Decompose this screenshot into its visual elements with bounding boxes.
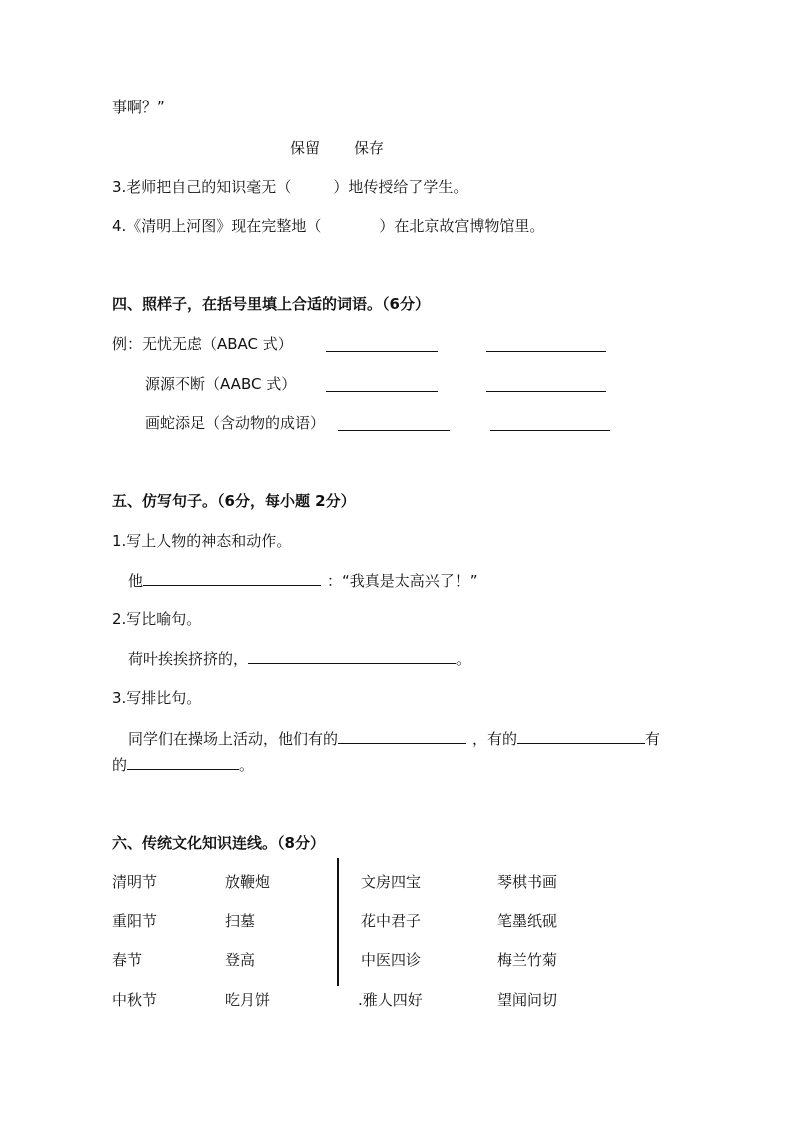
q3-item-4-after: ）在北京故宫博物馆里。 <box>379 217 545 235</box>
sentence-start: 荷叶挨挨挤挤的， <box>128 650 249 668</box>
q3-item-4-before: 4.《清明上河图》现在完整地（ <box>112 217 322 235</box>
q3-item-3-after: ）地传授给了学生。 <box>333 178 469 196</box>
culture-term-item[interactable]: 花中君子 <box>361 912 422 930</box>
sentence-end: ：“我真是太高兴了！” <box>327 572 478 590</box>
answer-line[interactable] <box>338 414 450 431</box>
answer-line[interactable] <box>326 335 438 352</box>
section5-q3-sentence-line1 <box>128 728 660 749</box>
answer-line[interactable] <box>517 728 645 744</box>
word-option-1: 保留 <box>290 139 321 157</box>
section5-q1-label: 1.写上人物的神态和动作。 <box>112 532 292 550</box>
section5-title: 五、仿写句子。（6分，每小题 2分） <box>112 492 356 510</box>
section5-q2-sentence <box>128 648 471 669</box>
q3-tail-line: 事啊？” <box>112 98 165 116</box>
q3-item-3-before: 3.老师把自己的知识毫无（ <box>112 178 292 196</box>
festival-item[interactable]: 清明节 <box>112 873 158 891</box>
answer-line[interactable] <box>486 375 606 392</box>
section4-title: 四、照样子，在括号里填上合适的词语。（6分） <box>112 295 430 313</box>
answer-line[interactable] <box>248 648 456 664</box>
answer-line[interactable] <box>143 570 321 586</box>
sentence-start: 他 <box>128 572 144 590</box>
culture-term-item[interactable]: .雅人四好 <box>358 991 423 1009</box>
festival-item[interactable]: 中秋节 <box>112 991 158 1009</box>
culture-content-item[interactable]: 梅兰竹菊 <box>497 951 558 969</box>
section6-title: 六、传统文化知识连线。（8分） <box>112 834 325 852</box>
sentence-part: 同学们在操场上活动，他们有的 <box>128 730 339 748</box>
column-divider <box>337 858 339 986</box>
answer-line[interactable] <box>127 754 239 770</box>
section4-row-2: 源源不断（AABC 式） <box>145 375 297 393</box>
sentence-part: 有 <box>645 730 661 748</box>
culture-term-item[interactable]: 中医四诊 <box>361 951 422 969</box>
word-option-2: 保存 <box>354 139 385 157</box>
q3-item-4 <box>112 216 544 236</box>
custom-item[interactable]: 放鞭炮 <box>225 873 271 891</box>
sentence-part: 。 <box>239 756 255 774</box>
answer-line[interactable] <box>338 728 466 744</box>
section4-row-3: 画蛇添足（含动物的成语） <box>145 414 326 432</box>
festival-item[interactable]: 春节 <box>112 951 143 969</box>
section4-row-example: 例：无忧无虑（ABAC 式） <box>112 335 293 353</box>
sentence-part: 的 <box>112 756 128 774</box>
answer-line[interactable] <box>326 375 438 392</box>
culture-content-item[interactable]: 琴棋书画 <box>497 873 558 891</box>
culture-content-item[interactable]: 望闻问切 <box>497 991 558 1009</box>
sentence-part: ，有的 <box>472 730 518 748</box>
section5-q1-sentence <box>128 570 478 591</box>
festival-item[interactable]: 重阳节 <box>112 912 158 930</box>
custom-item[interactable]: 扫墓 <box>225 912 256 930</box>
q3-item-3 <box>112 177 468 197</box>
sentence-end: 。 <box>456 650 472 668</box>
culture-content-item[interactable]: 笔墨纸砚 <box>497 912 558 930</box>
answer-line[interactable] <box>486 335 606 352</box>
culture-term-item[interactable]: 文房四宝 <box>361 873 422 891</box>
custom-item[interactable]: 吃月饼 <box>225 991 271 1009</box>
custom-item[interactable]: 登高 <box>225 951 256 969</box>
answer-line[interactable] <box>490 414 610 431</box>
section5-q3-label: 3.写排比句。 <box>112 689 202 707</box>
section5-q3-sentence-line2 <box>112 754 254 775</box>
section5-q2-label: 2.写比喻句。 <box>112 610 202 628</box>
